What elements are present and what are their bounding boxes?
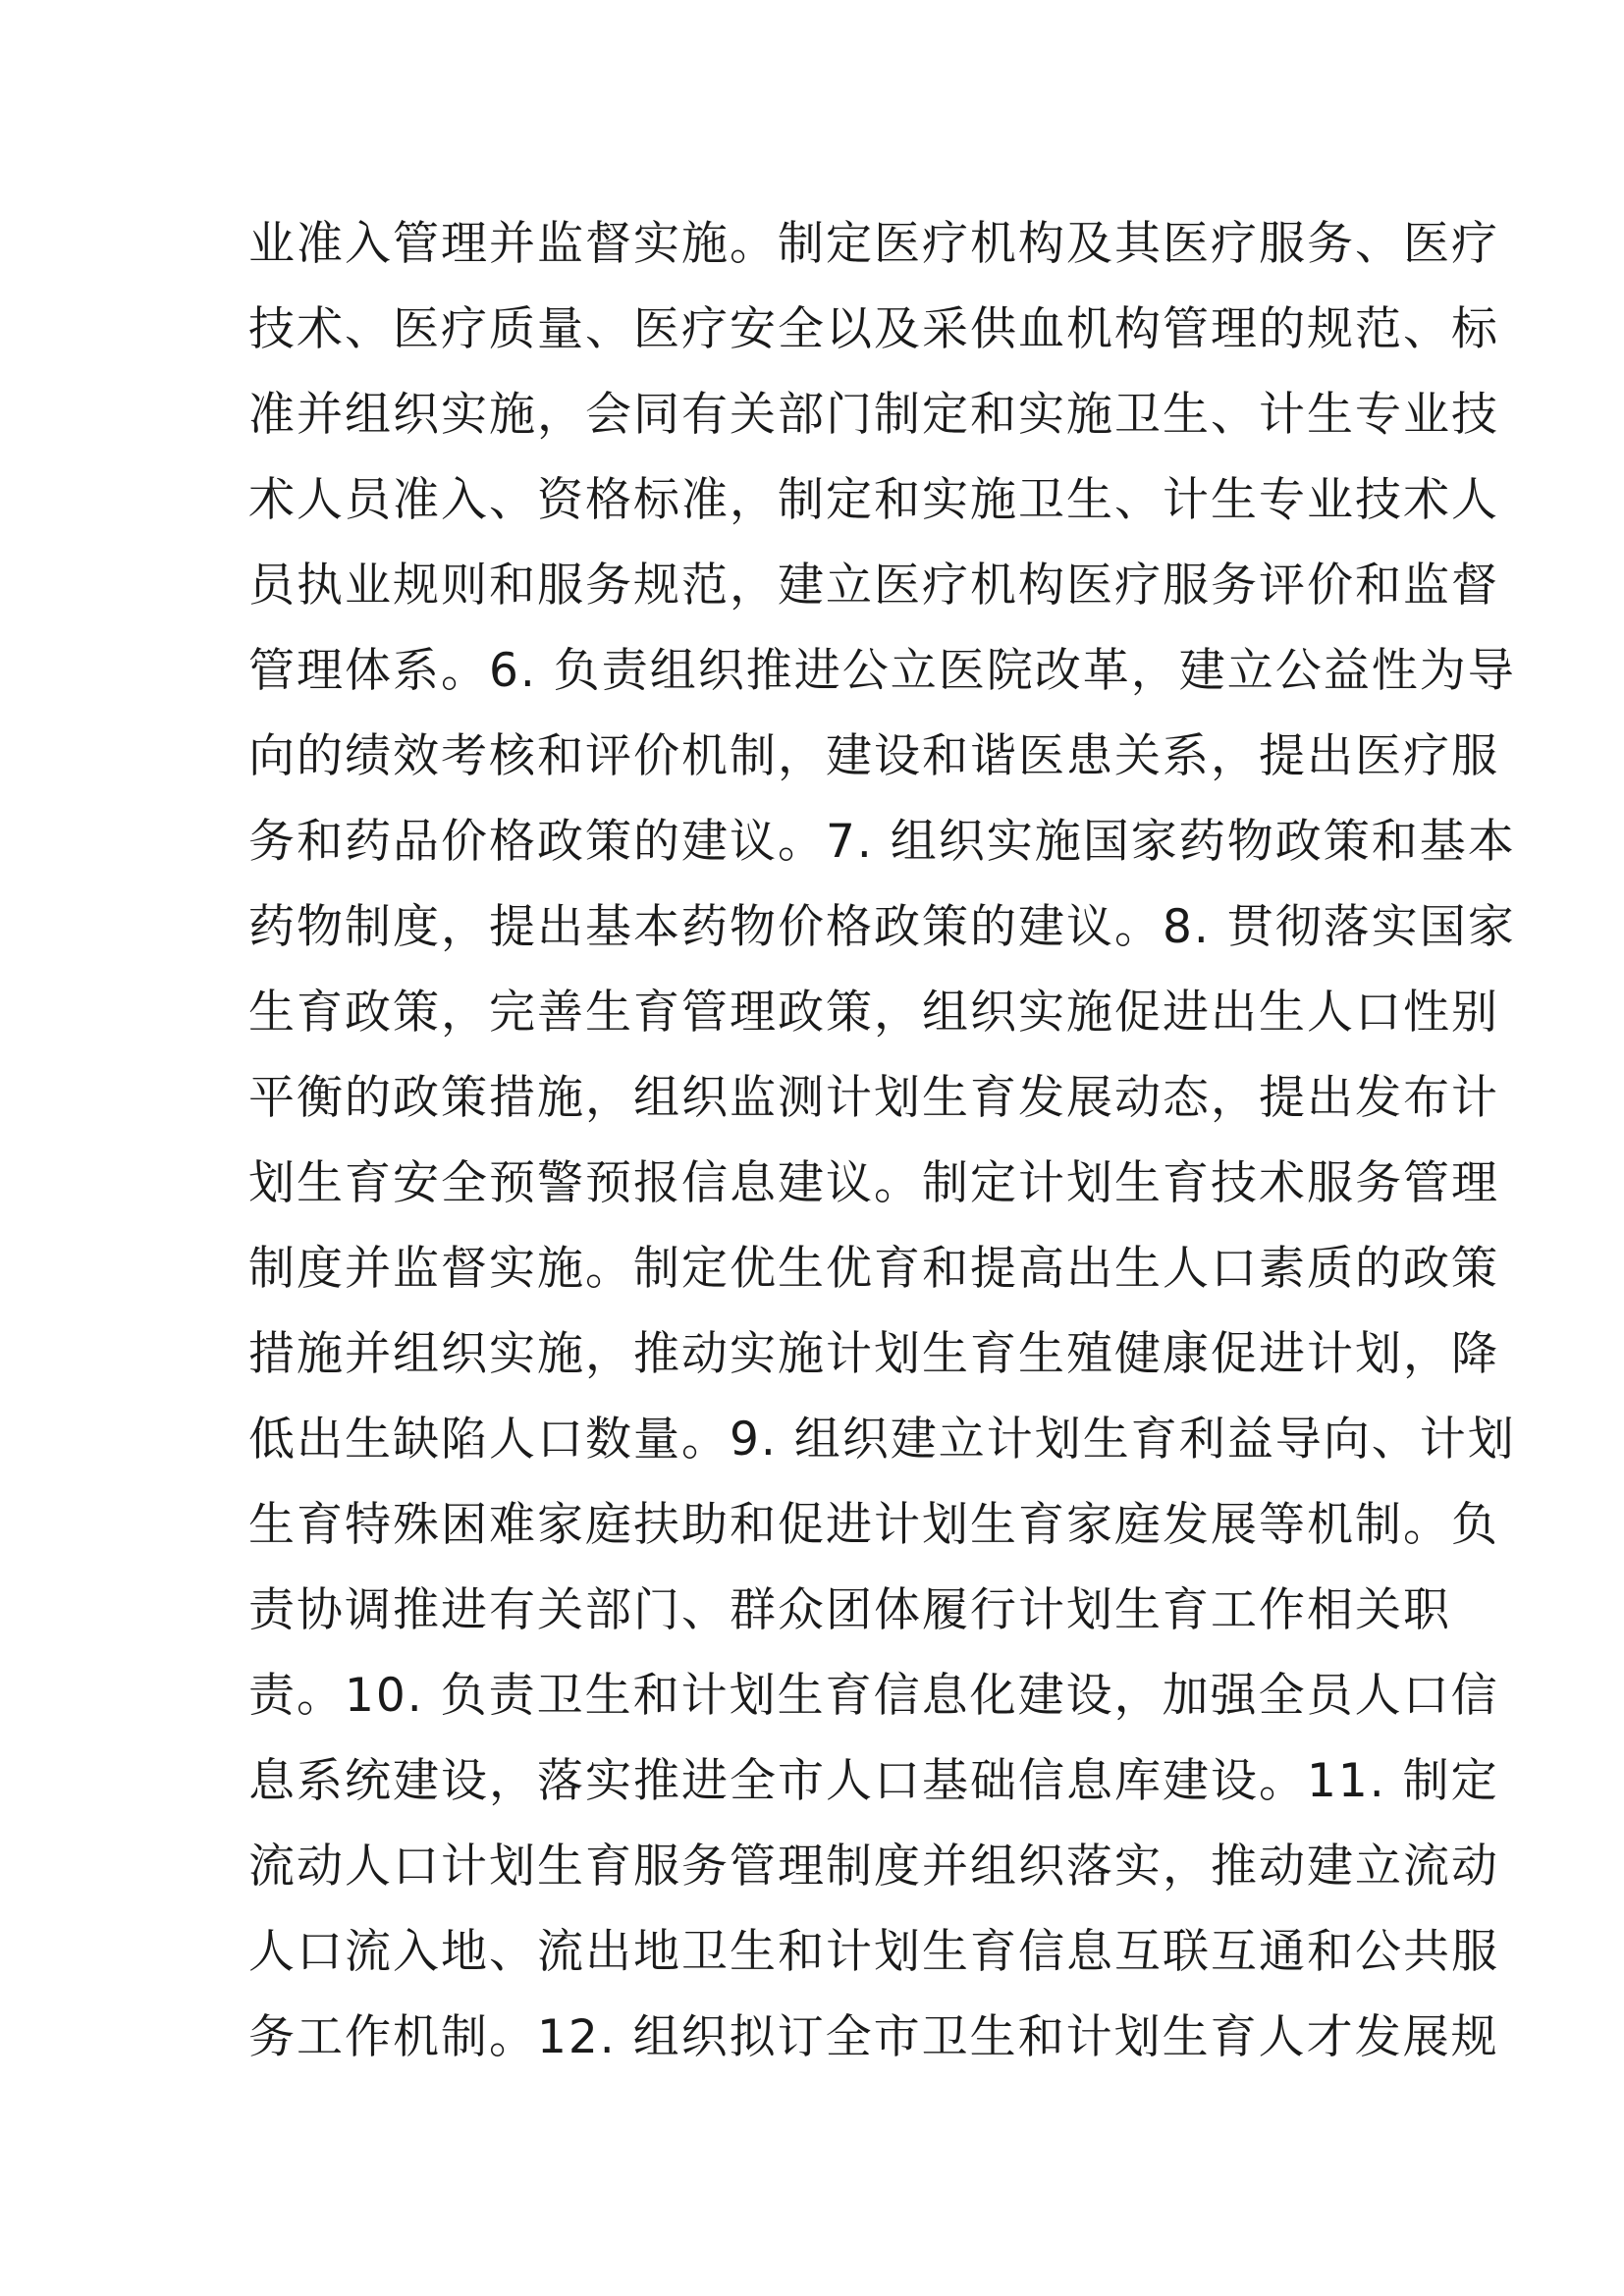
text-line: 药物制度，提出基本药物价格政策的建议。8. 贯彻落实国家 [248,900,1516,954]
text-line: 务和药品价格政策的建议。7. 组织实施国家药物政策和基本 [248,815,1516,869]
text-line: 息系统建设，落实推进全市人口基础信息库建设。11. 制定 [248,1754,1499,1808]
text-line: 责协调推进有关部门、群众团体履行计划生育工作相关职 [248,1583,1451,1637]
body-text [248,201,1516,2080]
text-line: 务工作机制。12. 组织拟订全市卫生和计划生育人才发展规 [248,2010,1499,2064]
text-line: 生育特殊困难家庭扶助和促进计划生育家庭发展等机制。负 [248,1498,1499,1552]
text-line: 技术、医疗质量、医疗安全以及采供血机构管理的规范、标 [248,302,1499,356]
text-line: 管理体系。6. 负责组织推进公立医院改革，建立公益性为导 [248,644,1516,698]
text-line: 划生育安全预警预报信息建议。制定计划生育技术服务管理 [248,1156,1499,1210]
text-line: 业准入管理并监督实施。制定医疗机构及其医疗服务、医疗 [248,217,1499,271]
text-line: 术人员准入、资格标准，制定和实施卫生、计生专业技术人 [248,473,1499,527]
text-line: 流动人口计划生育服务管理制度并组织落实，推动建立流动 [248,1840,1499,1894]
text-line: 平衡的政策措施，组织监测计划生育发展动态，提出发布计 [248,1071,1499,1125]
text-line: 准并组织实施，会同有关部门制定和实施卫生、计生专业技 [248,388,1499,442]
text-line: 员执业规则和服务规范，建立医疗机构医疗服务评价和监督 [248,559,1499,613]
text-line: 低出生缺陷人口数量。9. 组织建立计划生育利益导向、计划 [248,1413,1516,1467]
text-line: 责。10. 负责卫生和计划生育信息化建设，加强全员人口信 [248,1669,1499,1723]
text-line: 措施并组织实施，推动实施计划生育生殖健康促进计划，降 [248,1327,1499,1381]
text-line: 向的绩效考核和评价机制，建设和谐医患关系，提出医疗服 [248,729,1499,783]
text-line: 制度并监督实施。制定优生优育和提高出生人口素质的政策 [248,1242,1499,1296]
text-line: 生育政策，完善生育管理政策，组织实施促进出生人口性别 [248,986,1499,1040]
text-line: 人口流入地、流出地卫生和计划生育信息互联互通和公共服 [248,1925,1499,1979]
